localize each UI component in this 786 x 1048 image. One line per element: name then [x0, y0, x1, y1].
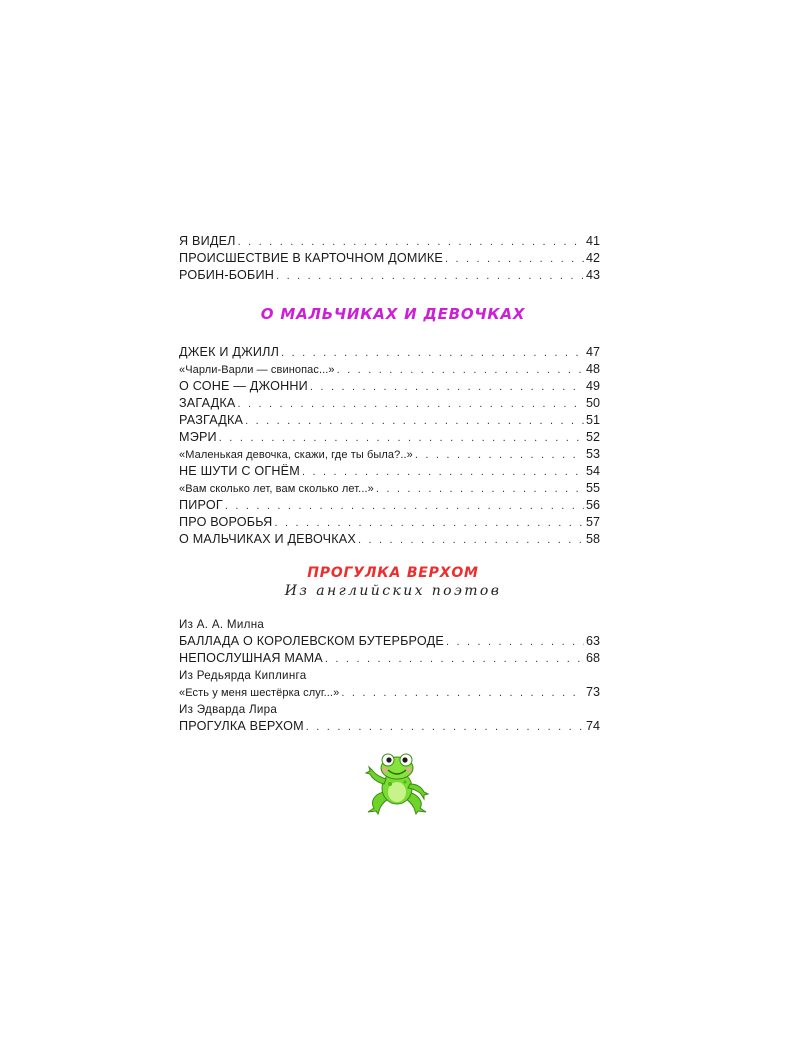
dot-leader	[415, 447, 584, 464]
entry-title: «Маленькая девочка, скажи, где ты была?..»	[179, 449, 413, 461]
entry-page: 56	[585, 498, 600, 512]
dot-leader	[237, 396, 584, 413]
entry-title: МЭРИ	[179, 430, 217, 444]
toc-entry[interactable]	[179, 378, 600, 395]
dot-leader	[225, 498, 584, 515]
dot-leader	[445, 251, 584, 268]
dot-leader	[325, 651, 584, 668]
dot-leader	[341, 685, 584, 702]
toc-entry[interactable]	[179, 650, 600, 667]
entry-title: НЕ ШУТИ С ОГНЁМ	[179, 464, 300, 478]
dot-leader	[238, 234, 584, 251]
dot-leader	[446, 634, 584, 651]
author-line: Из Эдварда Лира	[179, 703, 278, 716]
toc-entry[interactable]	[179, 514, 600, 531]
toc-entry[interactable]	[179, 497, 600, 514]
toc-entry[interactable]	[179, 361, 600, 378]
toc-entry[interactable]	[179, 684, 600, 701]
entry-title: «Есть у меня шестёрка слуг...»	[179, 687, 340, 699]
section-heading-ride: ПРОГУЛКА ВЕРХОМ	[307, 565, 479, 581]
toc-entry[interactable]	[179, 395, 600, 412]
entry-title: РАЗГАДКА	[179, 413, 244, 427]
toc-entry[interactable]	[179, 718, 600, 735]
dot-leader	[245, 413, 584, 430]
entry-title: ПРОГУЛКА ВЕРХОМ	[179, 719, 304, 733]
dot-leader	[306, 719, 584, 736]
entry-page: 43	[585, 268, 600, 282]
entry-page: 48	[585, 362, 600, 376]
toc-entry[interactable]	[179, 633, 600, 650]
dot-leader	[358, 532, 584, 549]
section-subheading: Из английских поэтов	[284, 583, 502, 599]
entry-page: 41	[585, 234, 600, 248]
toc-entry[interactable]	[179, 480, 600, 497]
toc-entry[interactable]	[179, 250, 600, 267]
entry-page: 57	[585, 515, 600, 529]
entry-page: 50	[585, 396, 600, 410]
section-heading-boys-girls: О МАЛЬЧИКАХ И ДЕВОЧКАХ	[260, 305, 526, 323]
author-line: Из А. А. Милна	[179, 618, 265, 631]
entry-page: 49	[585, 379, 600, 393]
entry-page: 53	[585, 447, 600, 461]
dot-leader	[281, 345, 584, 362]
toc-entry[interactable]	[179, 233, 600, 250]
entry-title: БАЛЛАДА О КОРОЛЕВСКОМ БУТЕРБРОДЕ	[179, 634, 444, 648]
toc-section-2	[179, 344, 600, 548]
entry-page: 42	[585, 251, 600, 265]
author-line: Из Редьярда Киплинга	[179, 669, 307, 682]
entry-page: 47	[585, 345, 600, 359]
dot-leader	[219, 430, 584, 447]
entry-page: 68	[585, 651, 600, 665]
entry-page: 51	[585, 413, 600, 427]
entry-title: «Вам сколько лет, вам сколько лет...»	[179, 483, 374, 495]
entry-page: 73	[585, 685, 600, 699]
dot-leader	[302, 464, 584, 481]
entry-title: ПИРОГ	[179, 498, 223, 512]
toc-section-3	[179, 616, 600, 735]
toc-entry[interactable]	[179, 531, 600, 548]
entry-title: ЗАГАДКА	[179, 396, 236, 410]
entry-title: ДЖЕК И ДЖИЛЛ	[179, 345, 280, 359]
entry-title: О СОНЕ — ДЖОННИ	[179, 379, 308, 393]
entry-title: ПРОИСШЕСТВИЕ В КАРТОЧНОМ ДОМИКЕ	[179, 251, 443, 265]
entry-title: Я ВИДЕЛ	[179, 234, 236, 248]
dot-leader	[276, 268, 584, 285]
toc-entry[interactable]	[179, 344, 600, 361]
entry-title: ПРО ВОРОБЬЯ	[179, 515, 273, 529]
entry-page: 55	[585, 481, 600, 495]
dot-leader	[310, 379, 584, 396]
frog-icon	[364, 748, 430, 816]
toc-entry[interactable]	[179, 267, 600, 284]
entry-title: РОБИН-БОБИН	[179, 268, 275, 282]
toc-section-1	[179, 233, 600, 284]
dot-leader	[274, 515, 584, 532]
entry-page: 74	[585, 719, 600, 733]
entry-title: «Чарли-Варли — свинопас...»	[179, 364, 335, 376]
entry-title: О МАЛЬЧИКАХ И ДЕВОЧКАХ	[179, 532, 356, 546]
dot-leader	[376, 481, 584, 498]
entry-title: НЕПОСЛУШНАЯ МАМА	[179, 651, 323, 665]
toc-entry[interactable]	[179, 463, 600, 480]
entry-page: 58	[585, 532, 600, 546]
toc-entry[interactable]	[179, 429, 600, 446]
dot-leader	[337, 362, 584, 379]
entry-page: 52	[585, 430, 600, 444]
toc-entry[interactable]	[179, 446, 600, 463]
toc-entry[interactable]	[179, 412, 600, 429]
entry-page: 54	[585, 464, 600, 478]
entry-page: 63	[585, 634, 600, 648]
